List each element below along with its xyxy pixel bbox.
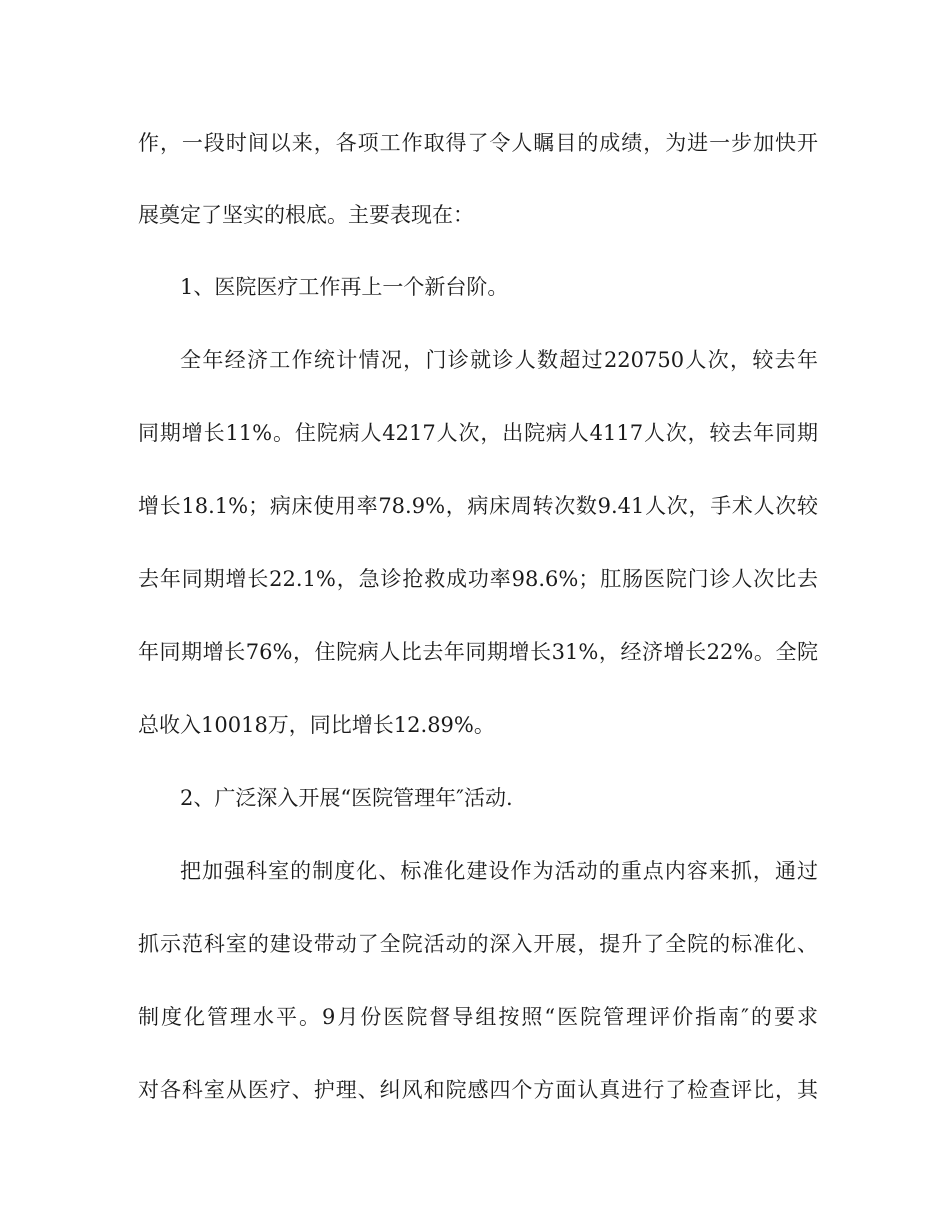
paragraph-line: 展奠定了坚实的根底。主要表现在： (138, 203, 474, 227)
paragraph-line: 增长18.1%；病床使用率78.9%，病床周转次数9.41人次，手术人次较 (138, 494, 818, 518)
paragraph-line: 对各科室从医疗、护理、纠风和院感四个方面认真进行了检查评比，其 (138, 1078, 818, 1102)
paragraph-line: 总收入10018万，同比增长12.89%。 (138, 713, 495, 737)
paragraph-line: 年同期增长76%，住院病人比去年同期增长31%，经济增长22%。全院 (138, 640, 818, 664)
paragraph-line: 全年经济工作统计情况，门诊就诊人数超过220750人次，较去年 (180, 348, 818, 372)
section-heading: 2、广泛深入开展“医院管理年″活动. (180, 786, 513, 810)
paragraph-line: 抓示范科室的建设带动了全院活动的深入开展，提升了全院的标准化、 (138, 932, 818, 956)
paragraph-line: 作，一段时间以来，各项工作取得了令人瞩目的成绩，为进一步加快开 (138, 131, 818, 155)
paragraph-line: 制度化管理水平。9月份医院督导组按照“医院管理评价指南″的要求 (138, 1005, 818, 1029)
paragraph-line: 同期增长11%。住院病人4217人次，出院病人4117人次，较去年同期 (138, 421, 818, 445)
paragraph-line: 把加强科室的制度化、标准化建设作为活动的重点内容来抓，通过 (180, 859, 818, 883)
section-heading: 1、医院医疗工作再上一个新台阶。 (180, 275, 509, 299)
paragraph-line: 去年同期增长22.1%，急诊抢救成功率98.6%；肛肠医院门诊人次比去 (138, 567, 818, 591)
